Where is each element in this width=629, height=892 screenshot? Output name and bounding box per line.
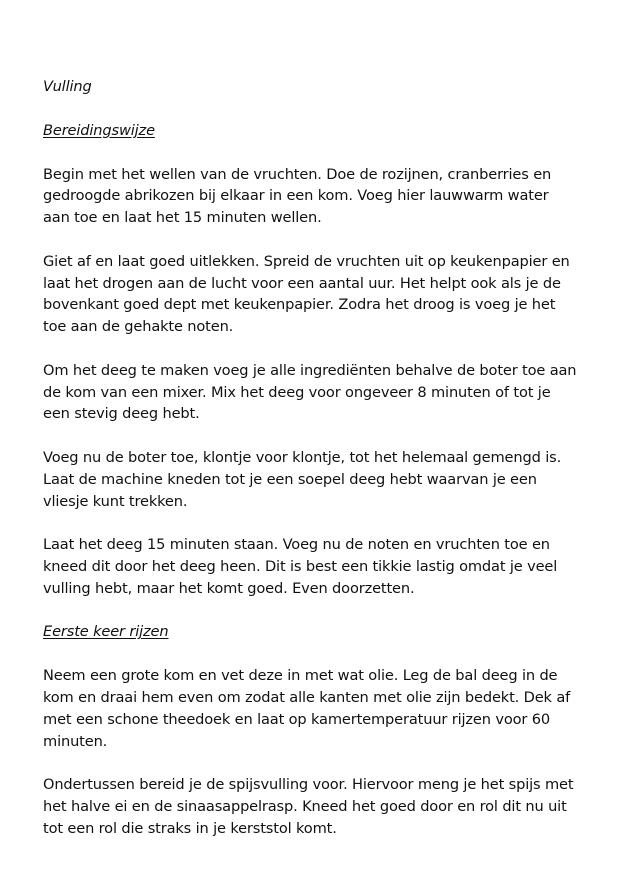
paragraph-deeg-maken [43, 360, 603, 425]
text-line: kom en draai hem even om zodat alle kanten met olie zijn bedekt. Dek af [43, 688, 571, 706]
text-line: het halve ei en de sinaasappelrasp. Kneed het goed door en rol dit nu uit [43, 797, 567, 815]
text-line: de kom van een mixer. Mix het deeg voor ongeveer 8 minuten of tot je [43, 383, 551, 401]
paragraph-rijzen [43, 665, 603, 752]
paragraph-spijsvulling [43, 774, 603, 839]
text-line: vliesje kunt trekken. [43, 492, 188, 510]
text-line: gedroogde abrikozen bij elkaar in een kom. Voeg hier lauwwarm water [43, 187, 549, 205]
title-vulling: Vulling [43, 78, 92, 95]
paragraph-uitlekken [43, 251, 603, 338]
paragraph-wellen [43, 164, 603, 229]
text-line: Neem een grote kom en vet deze in met wat olie. Leg de bal deeg in de [43, 667, 558, 685]
heading-eerste-keer-rijzen: Eerste keer rijzen [43, 623, 169, 641]
heading-bereidingswijze: Bereidingswijze [43, 121, 155, 139]
text-line: minuten. [43, 732, 108, 750]
text-line: Voeg nu de boter toe, klontje voor klontje, tot het helemaal gemengd is. [43, 448, 562, 466]
text-line: Ondertussen bereid je de spijsvulling voor. Hiervoor meng je het spijs met [43, 776, 574, 794]
paragraph-noten-vruchten [43, 534, 603, 599]
text-line: bovenkant goed dept met keukenpapier. Zodra het droog is voeg je het [43, 296, 556, 314]
paragraph-boter [43, 447, 603, 512]
text-line: Begin met het wellen van de vruchten. Doe de rozijnen, cranberries en [43, 165, 552, 183]
document-body [43, 76, 603, 861]
text-line: Om het deeg te maken voeg je alle ingrediënten behalve de boter toe aan [43, 361, 577, 379]
text-line: Giet af en laat goed uitlekken. Spreid de vruchten uit op keukenpapier en [43, 252, 570, 270]
text-line: een stevig deeg hebt. [43, 405, 200, 423]
text-line: Laat het deeg 15 minuten staan. Voeg nu de noten en vruchten toe en [43, 536, 550, 554]
text-line: tot een rol die straks in je kerststol komt. [43, 819, 337, 837]
text-line: kneed dit door het deeg heen. Dit is best een tikkie lastig omdat je veel [43, 557, 558, 575]
text-line: vulling hebt, maar het komt goed. Even doorzetten. [43, 579, 415, 597]
text-line: aan toe en laat het 15 minuten wellen. [43, 209, 322, 227]
text-line: toe aan de gehakte noten. [43, 318, 234, 336]
text-line: Laat de machine kneden tot je een soepel deeg hebt waarvan je een [43, 470, 537, 488]
text-line: met een schone theedoek en laat op kamertemperatuur rijzen voor 60 [43, 710, 550, 728]
text-line: laat het drogen aan de lucht voor een aantal uur. Het helpt ook als je de [43, 274, 561, 292]
